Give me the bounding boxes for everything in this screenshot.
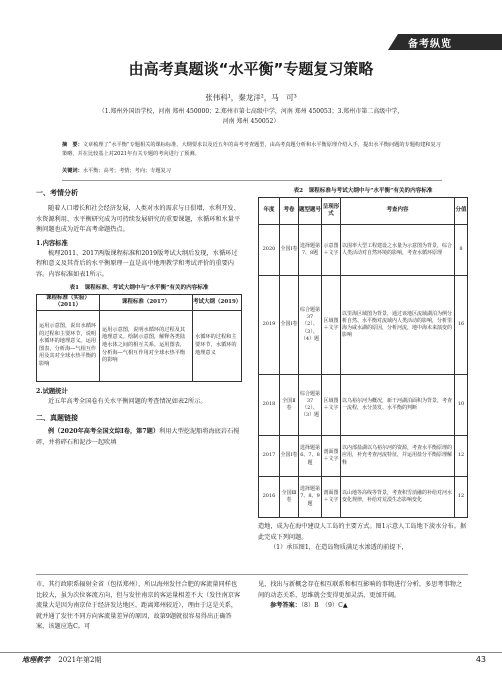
bottom-right [258, 580, 468, 612]
paragraph: 随着人口增长和社会经济发展，人类对水的需求与日俱增，水利开发、水资源利用、水平衡研究成为可持续发展研究的重要课题，水循环和水量平衡问题也成为近年高考命题热点。 [36, 205, 241, 233]
page-number: 43 [475, 655, 486, 664]
affiliation-line: （1.郑州外国语学校，河南 郑州 450000；2.郑州市第七高级中学，河南 郑州 450053；3.郑州市第二高级中学， [98, 108, 404, 115]
table-header: 题型题号 [299, 198, 322, 225]
table-row [259, 225, 468, 276]
affiliation-line: 河南 郑州 450052） [222, 118, 280, 125]
column-banner-label: 备考纵览 [408, 39, 452, 50]
paragraph: 造地，成为在海中建设人工岛的主要方式。图1示意人工岛地下淡水分布。据此完成下列问题。 [258, 523, 467, 541]
table-cell: 运用示意图，说出水循环的过程和主要环节，说明水循环的地理意义。运用图表，分析海—气相互作用及其对全球水热平衡的影响 [37, 310, 100, 381]
answer-text: （8）B （9）C▲ [300, 602, 348, 609]
table-cell: 选择题第7、8题 [299, 225, 322, 276]
table-cell: 全国Ⅰ卷 [280, 436, 299, 477]
table1-caption: 表1 课程标准、考试大纲中与“水平衡”有关的内容标准 [69, 285, 209, 291]
table-row [259, 375, 468, 436]
table-cell: 全国Ⅰ卷 [280, 276, 299, 375]
table-cell: 区域图＋文字 [322, 276, 341, 375]
paragraph: 梳理2011、2017两版课程标准和2019版考试大纲后发现，水循环过程和意义及其背后的水平衡原理一直是高中地理教学和考试评价的重要内容。内容标准如表1所示。 [36, 249, 238, 278]
table-header: 考查内容 [341, 198, 455, 225]
table-header: 课程标准（2017） [100, 295, 193, 311]
keywords [62, 167, 442, 174]
table-cell: 全国Ⅱ卷 [280, 375, 299, 436]
magazine-name: 地理教学 [22, 655, 50, 664]
table-cell: 以内部盐湖以乌裕尔河的资源，考查水平衡原理的应用，补充考查河流特征，并运用盐分平衡原理解释 [341, 436, 455, 477]
section-heading: 一、考情分析 [36, 188, 78, 197]
table-cell: 剖面图＋文字 [322, 477, 341, 518]
table-cell: 10 [455, 375, 468, 436]
abstract-label: 摘 要： [62, 142, 83, 148]
bottom-left-paragraph: 市，其行政职系辐射全省（包括郑州），所以海州发往合肥的客流量同样也比较大，虽为次位客流方向，但与发往南京的客运量相差不大（发往南京客流量大是因为南京位于经济发达地区，距离郑州较近），理由于这是关系，就并通了发往不同方向客流量差异的原因，故第9题就很容易得出正确答案，该题应选C。可 [36, 581, 241, 630]
table2-caption: 表2 课程标准与考试大纲中与“水平衡”有关的内容标准 [293, 188, 433, 194]
table-row [259, 477, 468, 518]
header-divider [62, 180, 442, 181]
table-cell: 2016 [259, 477, 280, 518]
abstract [62, 141, 442, 159]
table-cell: 剖面图＋文字 [322, 436, 341, 477]
table-row [259, 276, 468, 375]
abstract-text: 文章梳理了“水平衡”专题相关的课标标准、大纲要求以及近五年的高考考查题型，由高考真题分析和水平衡原理介绍入手，提出水平衡问题的专题构建和复习策略，并在比较基上对2021年有关专题的考向进行了预测。 [62, 142, 441, 157]
table-cell: 以乌裕尔河为概况，新干河湖泊面积为背景，考查一流程，水分蒸发、水平衡的判断 [341, 375, 455, 436]
paragraph: 见，找出与新概念存在相互联系和相互影响的事物进行分析，多思考事物之间的动态关系，思维就会变得更加灵活，更加开阔。 [258, 581, 463, 599]
table-cell: 选择题第6、7、8题 [299, 436, 322, 477]
table-cell: 2019 [259, 276, 280, 375]
example-text: 利用大型挖泥船将海底岩石搅碎，并将碎石和泥沙一起吹填 [36, 428, 240, 446]
table-cell: 8 [455, 225, 468, 276]
table-cell: 运用示意图，说明水循环的过程及其地理意义。绘制示意图，解释各类陆地水体之间的相互关系。运用图表，分析海—气相互作用对全球水热平衡的影响 [100, 310, 193, 381]
subsection-heading: 2.试题统计 [36, 387, 68, 395]
table-header: 考卷 [280, 198, 299, 225]
paragraph: （1）承压图1，在造岛物质满足水渗透的前提下， [270, 544, 408, 551]
table-cell: 2020 [259, 225, 280, 276]
section-heading: 二、真题链接 [36, 413, 78, 423]
author-line: 张伟科¹，秦龙洋²，马 可³ [205, 93, 297, 102]
table-header: 课程标准（实验）（2011） [37, 295, 100, 311]
footer-magazine [22, 655, 102, 665]
table-cell: 12 [455, 436, 468, 477]
table-cell: 全国Ⅲ卷 [280, 477, 299, 518]
subsection-heading: 1.内容标准 [36, 239, 68, 247]
table-header: 呈现形式 [322, 198, 341, 225]
table-cell: 16 [455, 276, 468, 375]
table-cell: 以山地等高线等背景，考查积雪消融的补给对河水变化规律，补给对荒漠生态影响变化 [341, 477, 455, 518]
table-cell: 综合题第37（2）、（3）题 [299, 375, 322, 436]
paragraph: 近五年高考全国卷有关水平衡问题的考查情况如表2所示。 [48, 397, 207, 405]
section-divider [36, 574, 468, 575]
article-title: 由高考真题谈“水平衡”专题复习策略 [128, 60, 374, 78]
table-cell: 2017 [259, 436, 280, 477]
table-cell: 水循环的过程和主要环节，水循环的地理意义 [193, 310, 242, 381]
issue: 2021年第2期 [58, 656, 102, 664]
keywords-text: 水平衡；高考；考情；考向；专题复习 [82, 168, 171, 174]
table-cell: 以里海区域图为背景，通过该地区流域湖泊为例分析自然、水平衡对流域内人类活动的影响，分析里海为咸水湖的原因，分析河流，地中海未来演变的影响 [341, 276, 455, 375]
table-cell: 示意图＋文字 [322, 225, 341, 276]
example-lead: 例（2020年高考全国文综Ⅰ卷，第7题） [48, 428, 160, 436]
affiliations [62, 107, 440, 127]
answer-label: 参考答案： [270, 602, 301, 609]
table-cell: 选择题第7、8、9题 [299, 477, 322, 518]
paragraph [36, 427, 242, 448]
left-column [36, 188, 242, 448]
table-header: 分值 [455, 198, 468, 225]
keywords-label: 关键词： [62, 168, 83, 174]
table-cell: 全国Ⅰ卷 [280, 225, 299, 276]
table-cell: 区域图＋文字 [322, 375, 341, 436]
table-cell: 12 [455, 477, 468, 518]
table-header: 考试大纲（2019） [193, 295, 242, 311]
table-cell: 2018 [259, 375, 280, 436]
table-header: 年度 [259, 198, 280, 225]
right-column [258, 186, 468, 554]
exam-statistics-table [258, 197, 468, 518]
standards-table [36, 294, 242, 382]
table-cell: 综合题第37（2）、（3）、（4）题 [299, 276, 322, 375]
table-row [259, 436, 468, 477]
answer-line [258, 601, 468, 612]
table-cell: 以围率大型工程建设之水量为示意图为背景，综合人类活动对自然环境的影响，考查水循环原理 [341, 225, 455, 276]
